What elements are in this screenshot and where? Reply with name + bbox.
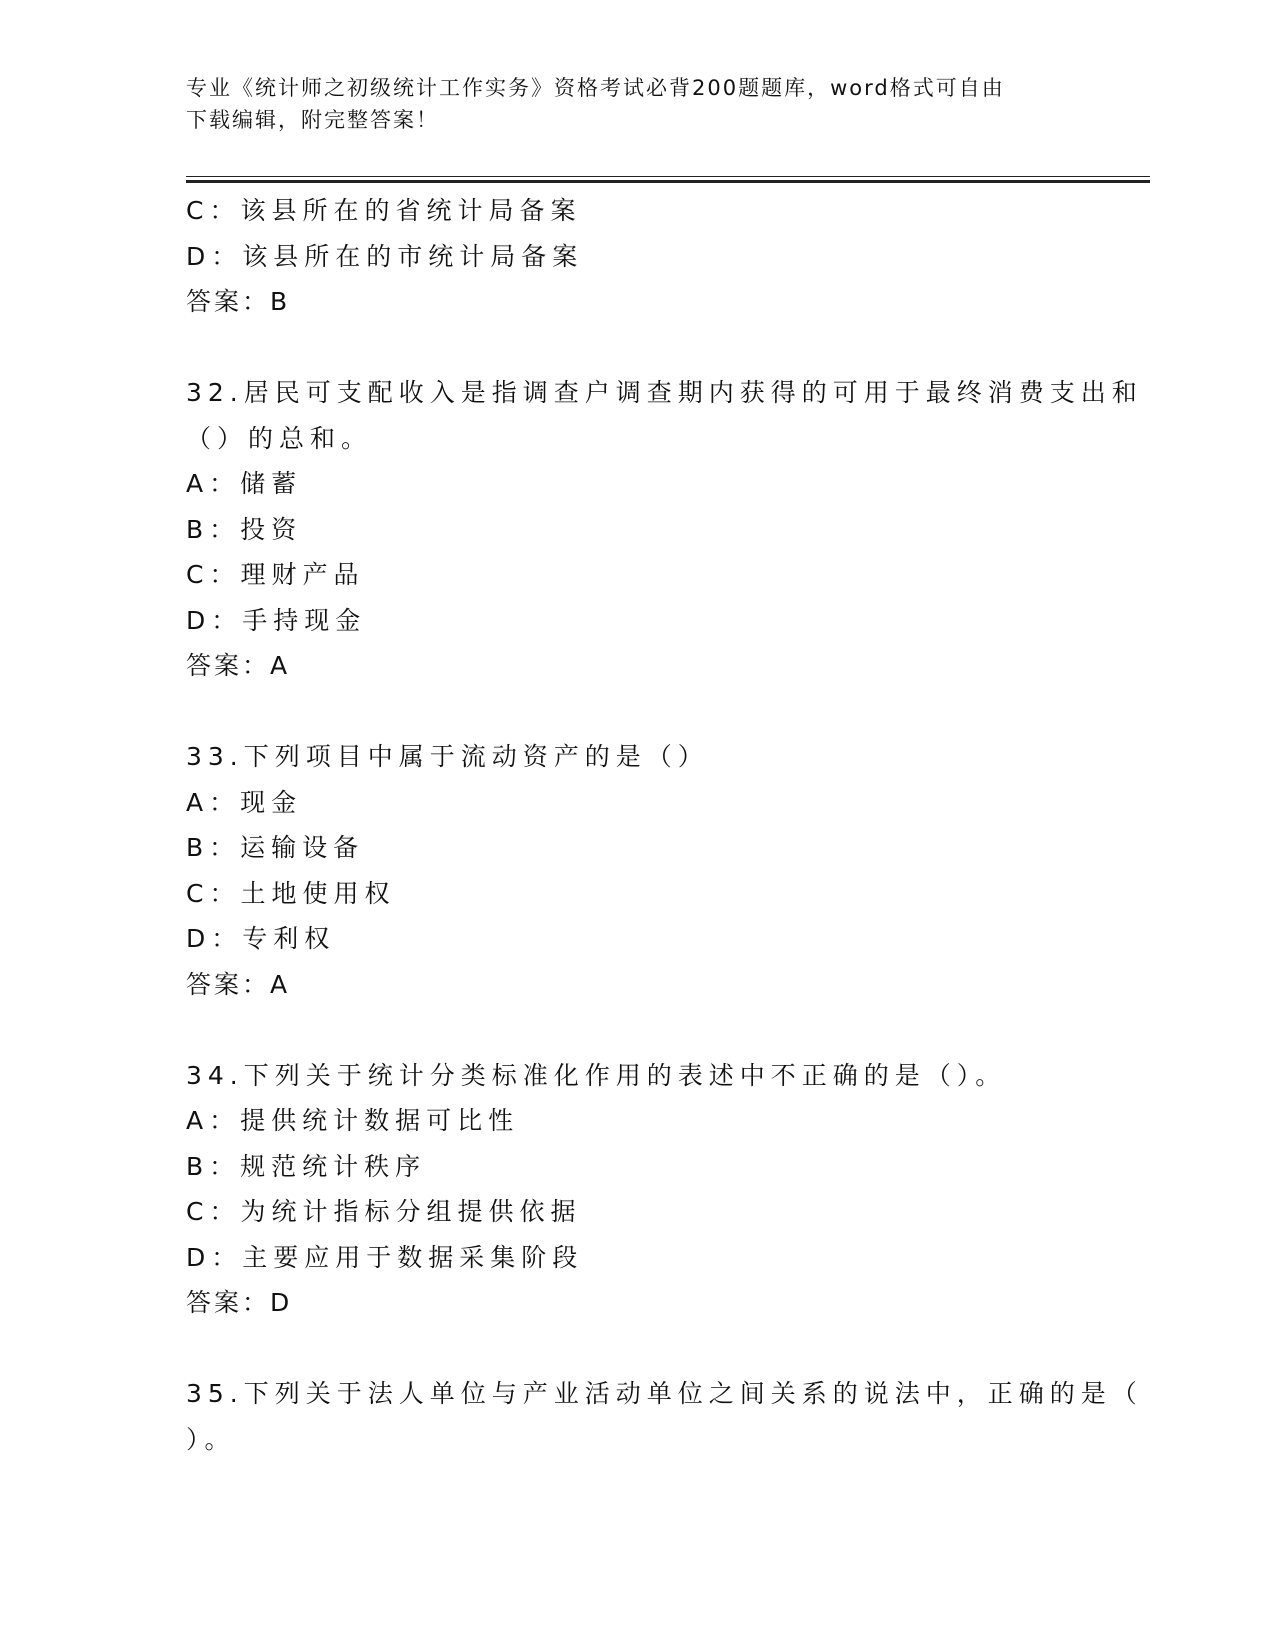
spacer <box>186 325 1086 371</box>
option-b: B：运输设备 <box>186 833 365 862</box>
question-stem: 32.居民可支配收入是指调查户调查期内获得的可用于最终消费支出和 <box>186 378 1143 407</box>
option-b: B：投资 <box>186 514 303 544</box>
spacer <box>186 1007 1086 1053</box>
answer: 答案：A <box>186 969 291 999</box>
option-d: D：该县所在的市统计局备案 <box>186 241 584 271</box>
answer: 答案：B <box>186 287 291 316</box>
answer: 答案：D <box>186 1288 293 1317</box>
option-a: A：现金 <box>186 787 303 817</box>
question-31-tail <box>186 188 1086 325</box>
header-line-1: 专业《统计师之初级统计工作实务》资格考试必背200题题库，word格式可自由 <box>186 76 1005 100</box>
option-d: D：主要应用于数据采集阶段 <box>186 1242 584 1272</box>
question-stem-cont: （）的总和。 <box>186 423 373 453</box>
question-34 <box>186 1053 1086 1326</box>
option-c: C：该县所在的省统计局备案 <box>186 196 582 225</box>
option-d: D：手持现金 <box>186 605 367 635</box>
option-b: B：规范统计秩序 <box>186 1151 427 1181</box>
option-c: C：理财产品 <box>186 560 365 589</box>
question-32 <box>186 370 1143 689</box>
header-rule-thin <box>186 176 1150 177</box>
spacer <box>186 689 1086 735</box>
question-33 <box>186 734 1086 1007</box>
header-rule-thick <box>186 180 1150 183</box>
question-35 <box>186 1371 1143 1462</box>
question-stem-cont: ）。 <box>186 1424 236 1454</box>
option-c: C：土地使用权 <box>186 878 396 908</box>
option-a: A：储蓄 <box>186 469 303 498</box>
header-line-2: 下载编辑，附完整答案！ <box>186 108 439 132</box>
option-a: A：提供统计数据可比性 <box>186 1106 520 1135</box>
option-c: C：为统计指标分组提供依据 <box>186 1197 582 1226</box>
question-stem: 35.下列关于法人单位与产业活动单位之间关系的说法中，正确的是（ <box>186 1379 1143 1408</box>
answer: 答案：A <box>186 651 291 680</box>
question-list <box>186 188 1143 1462</box>
question-stem: 34.下列关于统计分类标准化作用的表述中不正确的是（）。 <box>186 1060 1007 1090</box>
option-d: D：专利权 <box>186 924 336 953</box>
question-stem: 33.下列项目中属于流动资产的是（） <box>186 742 709 771</box>
document-header <box>186 72 1066 136</box>
spacer <box>186 1326 1086 1372</box>
